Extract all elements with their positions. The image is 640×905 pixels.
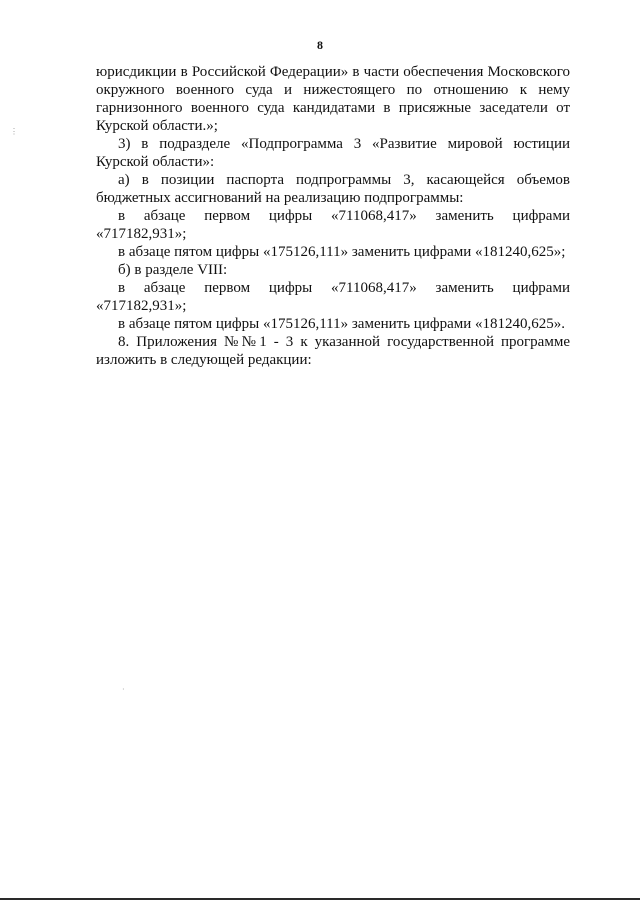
scan-speck: · [122, 685, 125, 694]
paragraph-jurisdiction: юрисдикции в Российской Федерации» в части обеспечения Московского окружного военного суда и нижестоящего по отношению к нему гарнизонного военного суда кандидатами в присяжные заседатели от Курской области.»; [96, 64, 570, 134]
paragraph-first-clause-section: в абзаце первом цифры «711068,417» заменить цифрами «717182,931»; [96, 280, 570, 314]
paragraph-passport-position: а) в позиции паспорта подпрограммы 3, касающейся объемов бюджетных ассигнований на реализацию подпрограммы: [96, 172, 570, 206]
document-body [96, 63, 570, 369]
paragraph-appendices: 8. Приложения №№1 - 3 к указанной государственной программе изложить в следующей редакции: [96, 334, 570, 368]
paragraph-fifth-clause-passport: в абзаце пятом цифры «175126,111» заменить цифрами «181240,625»; [118, 244, 566, 260]
scan-margin-mark: ⋮ [10, 127, 18, 136]
paragraph-subsection-3: 3) в подразделе «Подпрограмма 3 «Развитие мировой юстиции Курской области»: [96, 136, 570, 170]
bottom-edge-line [0, 898, 640, 900]
paragraph-fifth-clause-section: в абзаце пятом цифры «175126,111» заменить цифрами «181240,625». [118, 316, 566, 332]
page-number: 8 [317, 38, 323, 52]
paragraph-section-viii: б) в разделе VIII: [118, 262, 228, 278]
paragraph-first-clause-passport: в абзаце первом цифры «711068,417» заменить цифрами «717182,931»; [96, 208, 570, 242]
